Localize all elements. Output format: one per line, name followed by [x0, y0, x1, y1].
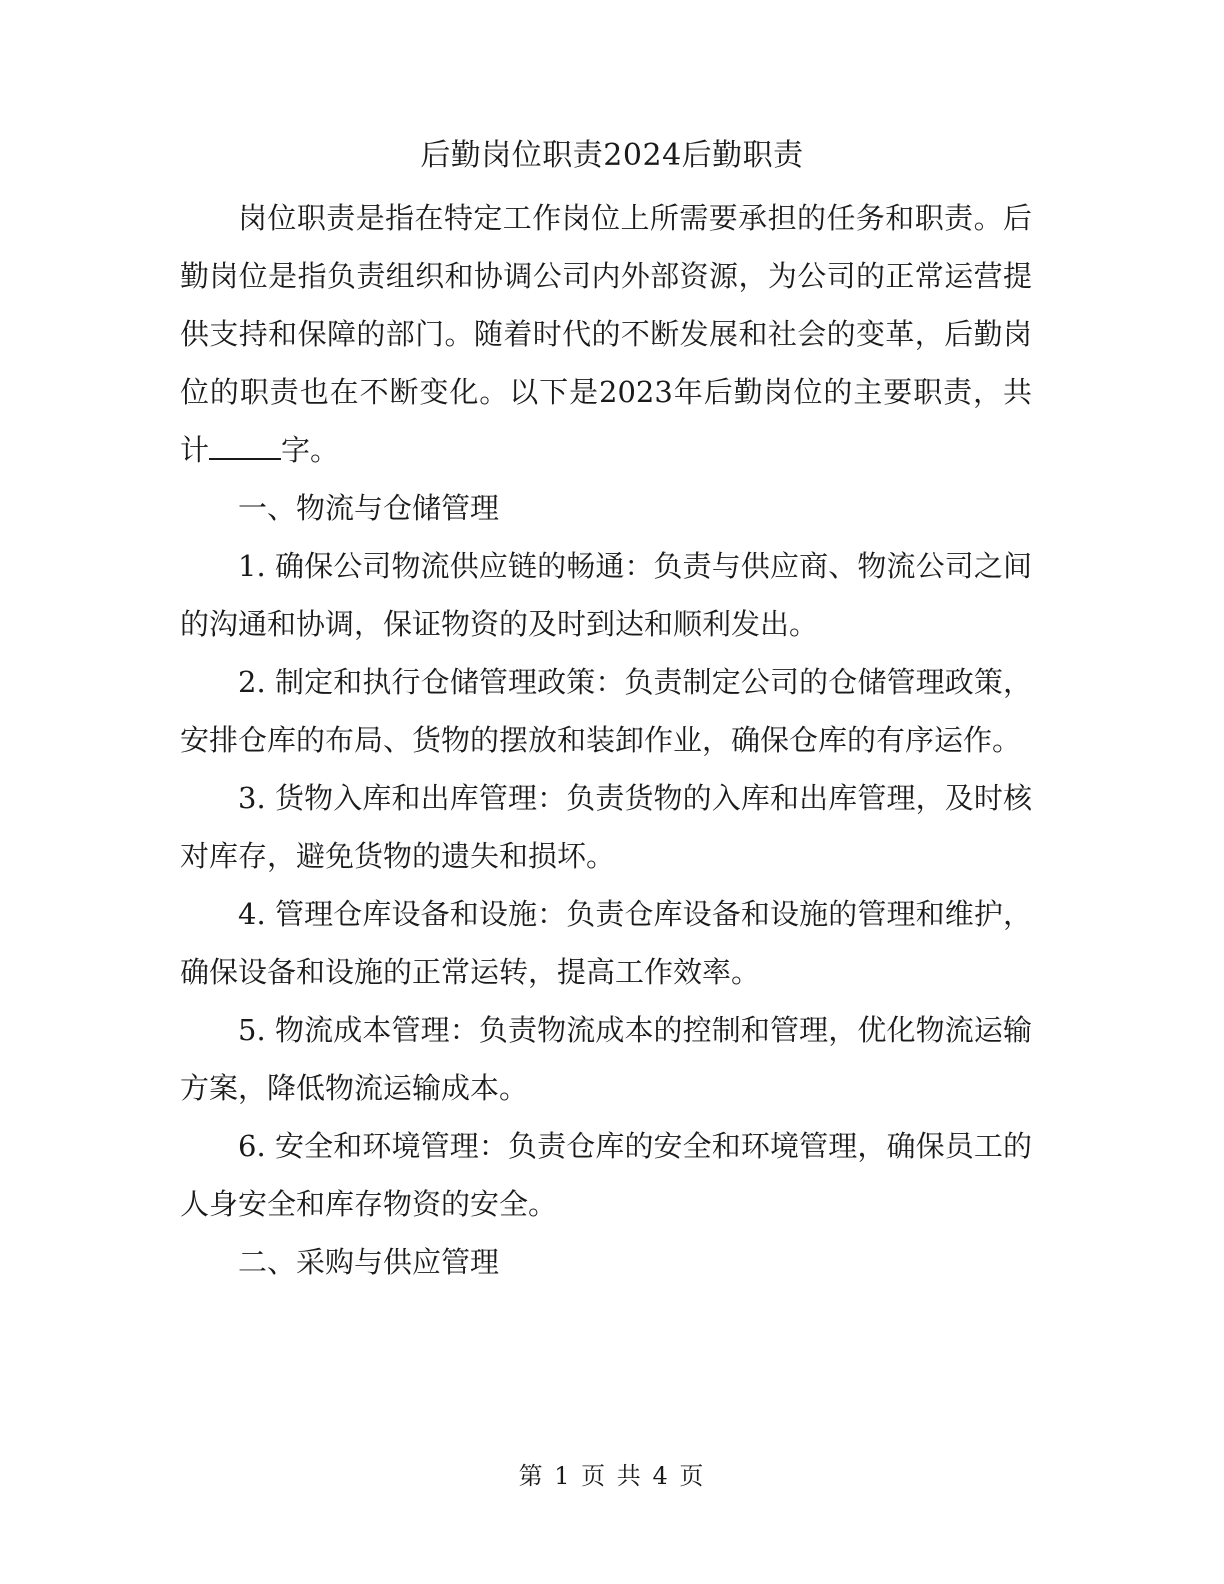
list-item: 2. 制定和执行仓储管理政策：负责制定公司的仓储管理政策，安排仓库的布局、货物的摆放和装卸作业，确保仓库的有序运作。: [180, 665, 1032, 757]
list-item: 3. 货物入库和出库管理：负责货物的入库和出库管理，及时核对库存，避免货物的遗失和损坏。: [180, 781, 1032, 873]
intro-text: 岗位职责是指在特定工作岗位上所需要承担的任务和职责。后勤岗位是指负责组织和协调公司内外部资源，为公司的正常运营提供支持和保障的部门。随着时代的不断发展和社会的变革，后勤岗位的职责也在不断变化。以下是2023年后勤岗位的主要职责，共计: [180, 201, 1032, 467]
page-number-footer: 第 1 页 共 4 页: [518, 1462, 706, 1490]
intro-text-end: 字。: [281, 433, 340, 467]
intro-paragraph: [180, 189, 1032, 479]
list-item: 4. 管理仓库设备和设施：负责仓库设备和设施的管理和维护，确保设备和设施的正常运转，提高工作效率。: [180, 897, 1032, 989]
section-heading-procurement: 二、采购与供应管理: [238, 1245, 500, 1279]
word-count-blank: [209, 426, 281, 460]
section-heading-logistics: 一、物流与仓储管理: [238, 491, 500, 525]
page-title: 后勤岗位职责2024后勤职责: [420, 138, 804, 173]
list-item: 1. 确保公司物流供应链的畅通：负责与供应商、物流公司之间的沟通和协调，保证物资的及时到达和顺利发出。: [180, 549, 1032, 641]
list-item: 5. 物流成本管理：负责物流成本的控制和管理，优化物流运输方案，降低物流运输成本。: [180, 1013, 1032, 1105]
list-item: 6. 安全和环境管理：负责仓库的安全和环境管理，确保员工的人身安全和库存物资的安全。: [180, 1129, 1032, 1221]
document-body: [180, 189, 1032, 1291]
